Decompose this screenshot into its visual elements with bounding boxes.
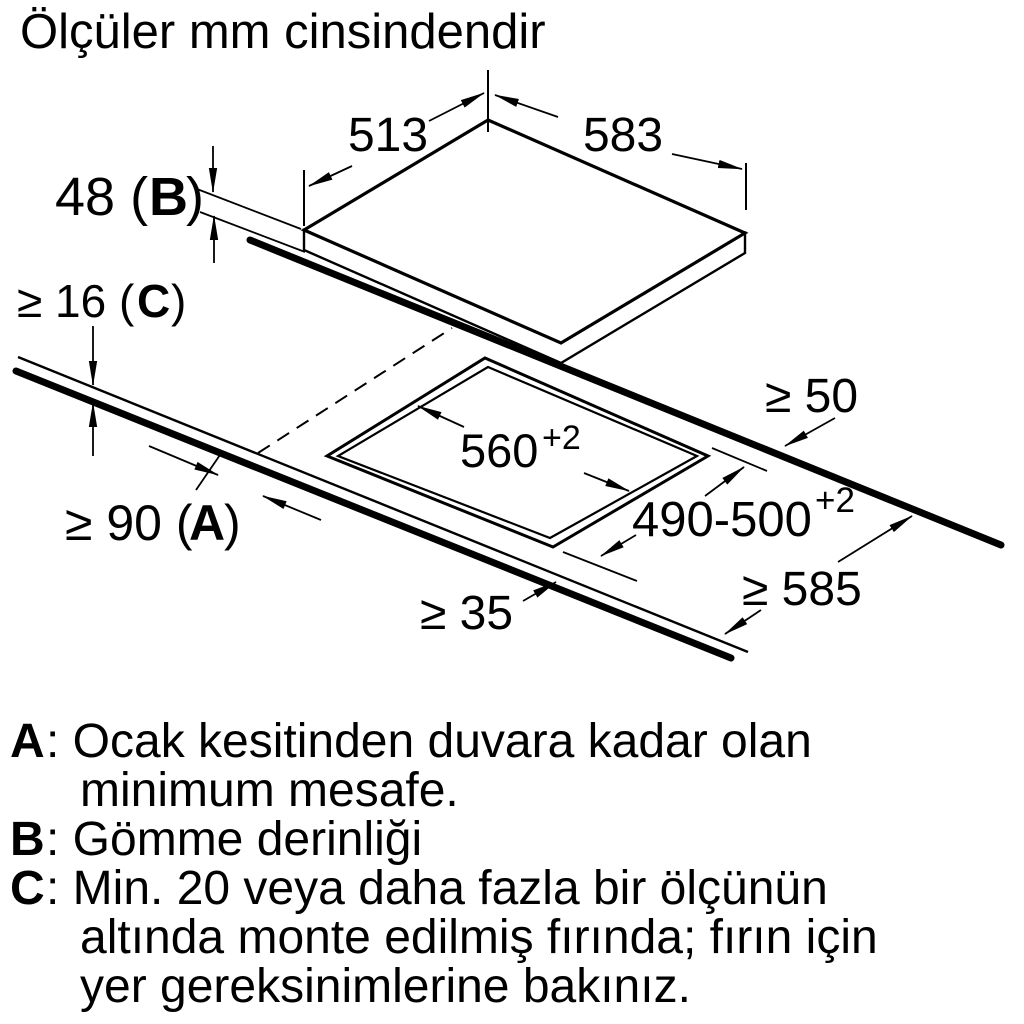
dim-513-arrow-left: [309, 166, 352, 186]
legend: [10, 715, 878, 1013]
dim-48-label-close: ): [186, 167, 204, 227]
dim-583-arrow-left: [495, 95, 558, 117]
dim-513-label: 513: [347, 109, 429, 162]
legend-letter-c: C: [10, 862, 45, 915]
dim-16-label: ≥ 16 (: [17, 275, 135, 327]
dim-490-arrow-upright: [705, 467, 744, 496]
dim-16-label-close: ): [171, 275, 187, 327]
dim-48-extension-top: [197, 189, 301, 229]
dim-585-arrow-upright: [838, 516, 912, 562]
dim-48-letter-b: B: [149, 167, 188, 227]
legend-letter-a: A: [10, 715, 45, 768]
legend-b-line1: : Gömme derinliği: [46, 813, 423, 866]
dim-16-letter-c: C: [137, 275, 171, 327]
dim-90-label-close: ): [224, 495, 241, 551]
dim-48-label: 48 (: [55, 167, 149, 227]
dim-90-letter-a: A: [189, 495, 226, 551]
dim-90-arrow-left: [263, 496, 321, 520]
dim-490-tolerance: +2: [815, 481, 855, 520]
dim-585-label: ≥ 585: [742, 563, 862, 616]
page-title: Ölçüler mm cinsindendir: [20, 5, 546, 59]
legend-letter-b: B: [10, 813, 45, 866]
dim-490-extension-bottom: [563, 552, 637, 581]
dim-490-label: 490-500: [632, 493, 812, 547]
dim-50-label: ≥ 50: [765, 370, 859, 423]
dim-490-arrow-downleft: [601, 535, 636, 556]
dim-560-label: 560: [460, 424, 539, 477]
legend-a-line1: : Ocak kesitinden duvara kadar olan: [46, 715, 812, 768]
dim-583-label: 583: [582, 109, 664, 162]
legend-c-line2: altında monte edilmiş fırında; fırın için: [80, 911, 878, 964]
dim-583-arrow-right: [672, 154, 742, 169]
dim-560-tolerance: +2: [542, 419, 581, 457]
legend-c-line1: : Min. 20 veya daha fazla bir ölçünün: [46, 862, 828, 915]
dim-35-label: ≥ 35: [420, 587, 514, 640]
dim-513-arrow-right: [429, 93, 484, 121]
dim-48-extension-bottom: [200, 212, 305, 252]
legend-a-line2: minimum mesafe.: [80, 764, 459, 817]
legend-c-line3: yer gereksinimlerine bakınız.: [80, 960, 691, 1013]
dim-90-label: ≥ 90 (: [65, 495, 193, 551]
dim-490-extension-top: [712, 448, 767, 471]
